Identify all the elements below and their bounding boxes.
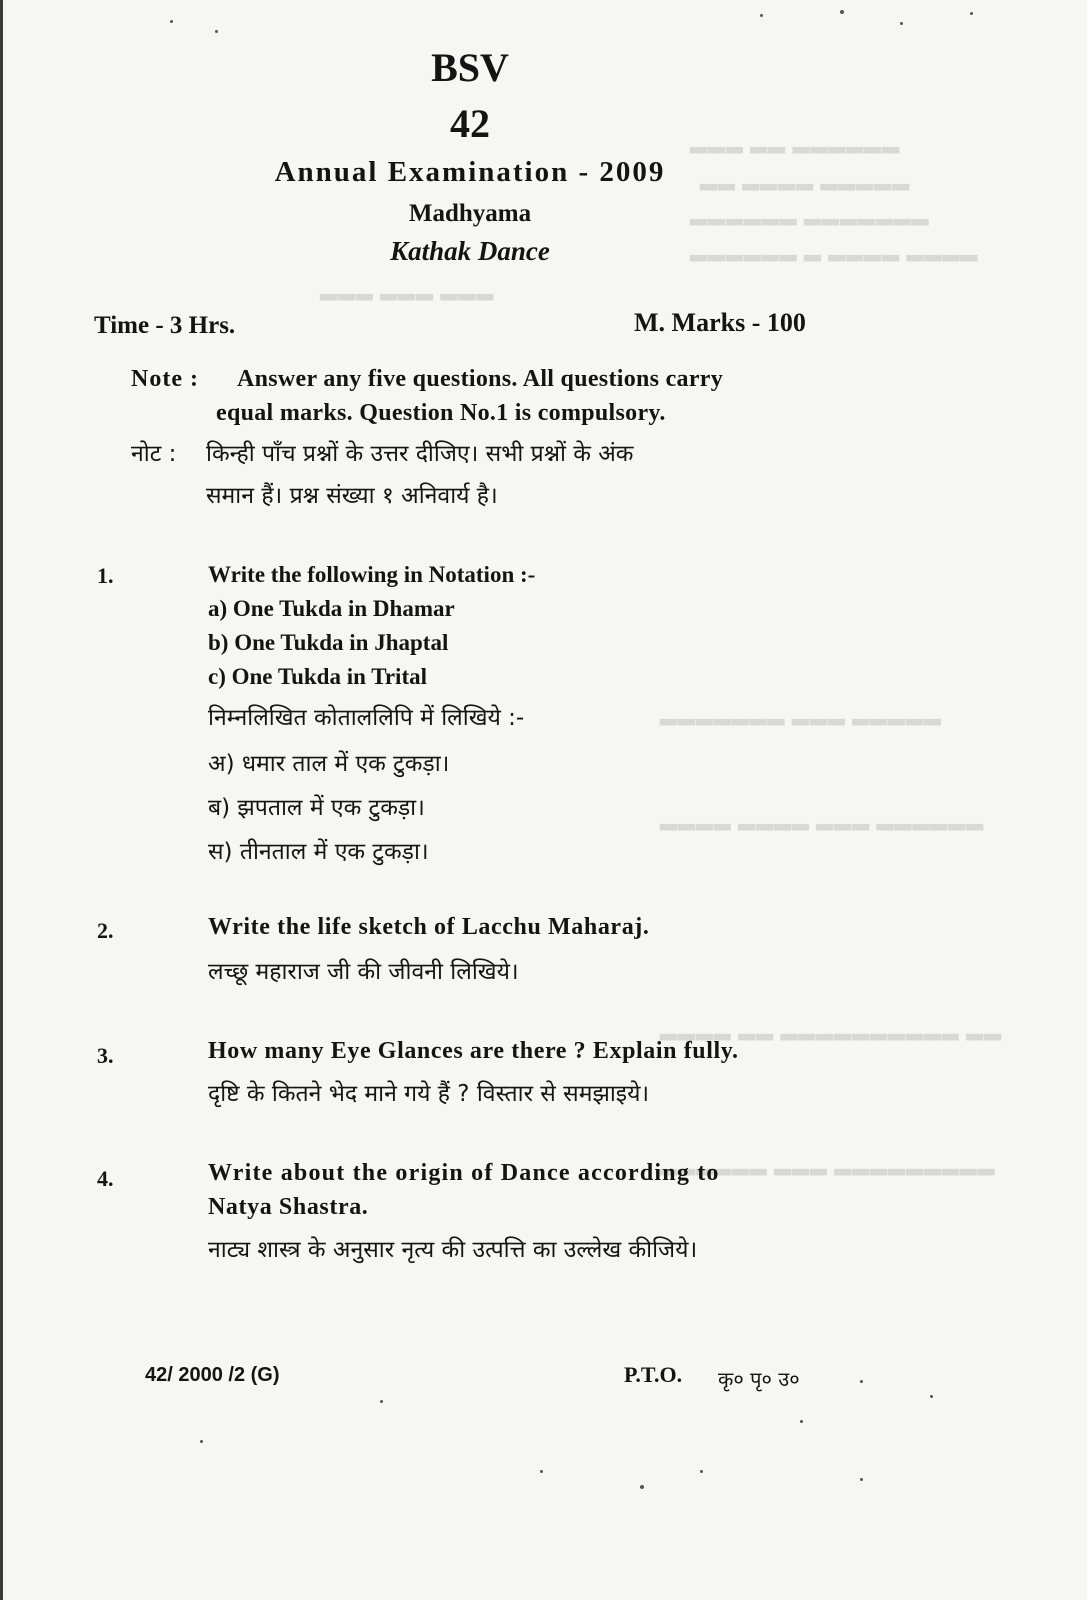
scan-speck: [840, 10, 844, 14]
bleed-through: ▂▂▂▂▂▂ ▂ ▂▂▂▂ ▂▂▂▂: [690, 236, 979, 261]
note-line: equal marks. Question No.1 is compulsory.: [216, 400, 666, 426]
question-line-hindi: स) तीनताल में एक टुकड़ा।: [208, 839, 429, 865]
note-line-hindi: किन्ही पाँच प्रश्नों के उत्तर दीजिए। सभी प्रश्नों के अंक: [206, 441, 634, 467]
question-line-hindi: निम्नलिखित कोताललिपि में लिखिये :-: [208, 705, 525, 731]
bleed-through: ▂▂▂▂▂▂ ▂▂▂▂▂▂▂: [690, 200, 930, 225]
question-number: 1.: [97, 563, 114, 588]
question-number: 3.: [97, 1043, 114, 1068]
scan-speck: [640, 1485, 644, 1489]
note-line-hindi: समान हैं। प्रश्न संख्या १ अनिवार्य है।: [206, 483, 498, 509]
scan-speck: [760, 14, 763, 17]
scan-speck: [215, 30, 218, 33]
question-line: Write the life sketch of Lacchu Maharaj.: [208, 914, 650, 940]
note-label-hindi: नोट :: [131, 441, 177, 467]
paper-code: BSV: [431, 45, 509, 90]
question-line: b) One Tukda in Jhaptal: [208, 630, 449, 655]
bleed-through: ▂▂▂▂▂▂ ▂▂▂ ▂▂▂▂▂▂▂▂▂: [660, 1150, 996, 1175]
time-allowed: Time - 3 Hrs.: [94, 312, 236, 339]
exam-title: Annual Examination - 2009: [274, 156, 666, 188]
question-line-hindi: ब) झपताल में एक टुकड़ा।: [208, 795, 425, 821]
scan-speck: [860, 1380, 863, 1383]
max-marks: M. Marks - 100: [634, 308, 806, 337]
exam-subject: Kathak Dance: [390, 236, 550, 266]
question-line-hindi: अ) धमार ताल में एक टुकड़ा।: [208, 751, 450, 777]
paper-number: 42: [450, 101, 490, 146]
note-line: Answer any five questions. All questions carry: [237, 366, 724, 392]
scan-speck: [170, 20, 173, 23]
bleed-through: ▂▂▂▂▂▂▂ ▂▂▂ ▂▂▂▂▂: [660, 700, 942, 725]
bleed-through: ▂▂▂ ▂▂ ▂▂▂▂▂▂: [690, 128, 901, 153]
bleed-through: ▂▂▂▂ ▂▂▂▂ ▂▂▂ ▂▂▂▂▂▂: [660, 805, 985, 830]
exam-level: Madhyama: [408, 200, 532, 227]
scan-speck: [900, 22, 903, 25]
scan-speck: [970, 12, 973, 15]
paper-serial-code: 42/ 2000 /2 (G): [145, 1364, 280, 1386]
bleed-through: ▂▂▂ ▂▂▂ ▂▂▂: [320, 275, 495, 300]
bleed-through: ▂▂ ▂▂▂▂ ▂▂▂▂▂: [700, 165, 911, 190]
question-line: a) One Tukda in Dhamar: [208, 596, 455, 621]
scan-speck: [800, 1420, 803, 1423]
question-line: Write about the origin of Dance according to: [208, 1160, 720, 1186]
please-turn-over: P.T.O.: [624, 1362, 683, 1387]
scan-speck: [930, 1395, 933, 1398]
question-line-hindi: नाट्य शास्त्र के अनुसार नृत्य की उत्पत्ति का उल्लेख कीजिये।: [208, 1237, 698, 1263]
question-line: c) One Tukda in Trital: [208, 664, 427, 689]
scan-speck: [380, 1400, 383, 1403]
scan-speck: [540, 1470, 543, 1473]
please-turn-over-hindi: कृ० पृ० उ०: [718, 1367, 800, 1391]
question-number: 2.: [97, 918, 114, 943]
question-line: How many Eye Glances are there ? Explain fully.: [208, 1038, 739, 1064]
question-line-hindi: लच्छू महाराज जी की जीवनी लिखिये।: [208, 959, 519, 985]
bleed-through: ▂▂▂▂ ▂▂ ▂▂▂▂▂▂▂▂▂▂ ▂▂: [660, 1015, 1003, 1040]
note-label: Note :: [131, 366, 199, 392]
question-line: Natya Shastra.: [208, 1194, 369, 1220]
question-line: Write the following in Notation :-: [208, 562, 536, 587]
question-number: 4.: [97, 1166, 114, 1191]
scan-speck: [860, 1478, 863, 1481]
scan-speck: [700, 1470, 703, 1473]
question-line-hindi: दृष्टि के कितने भेद माने गये हैं ? विस्तार से समझाइये।: [208, 1081, 650, 1107]
scan-speck: [200, 1440, 203, 1443]
